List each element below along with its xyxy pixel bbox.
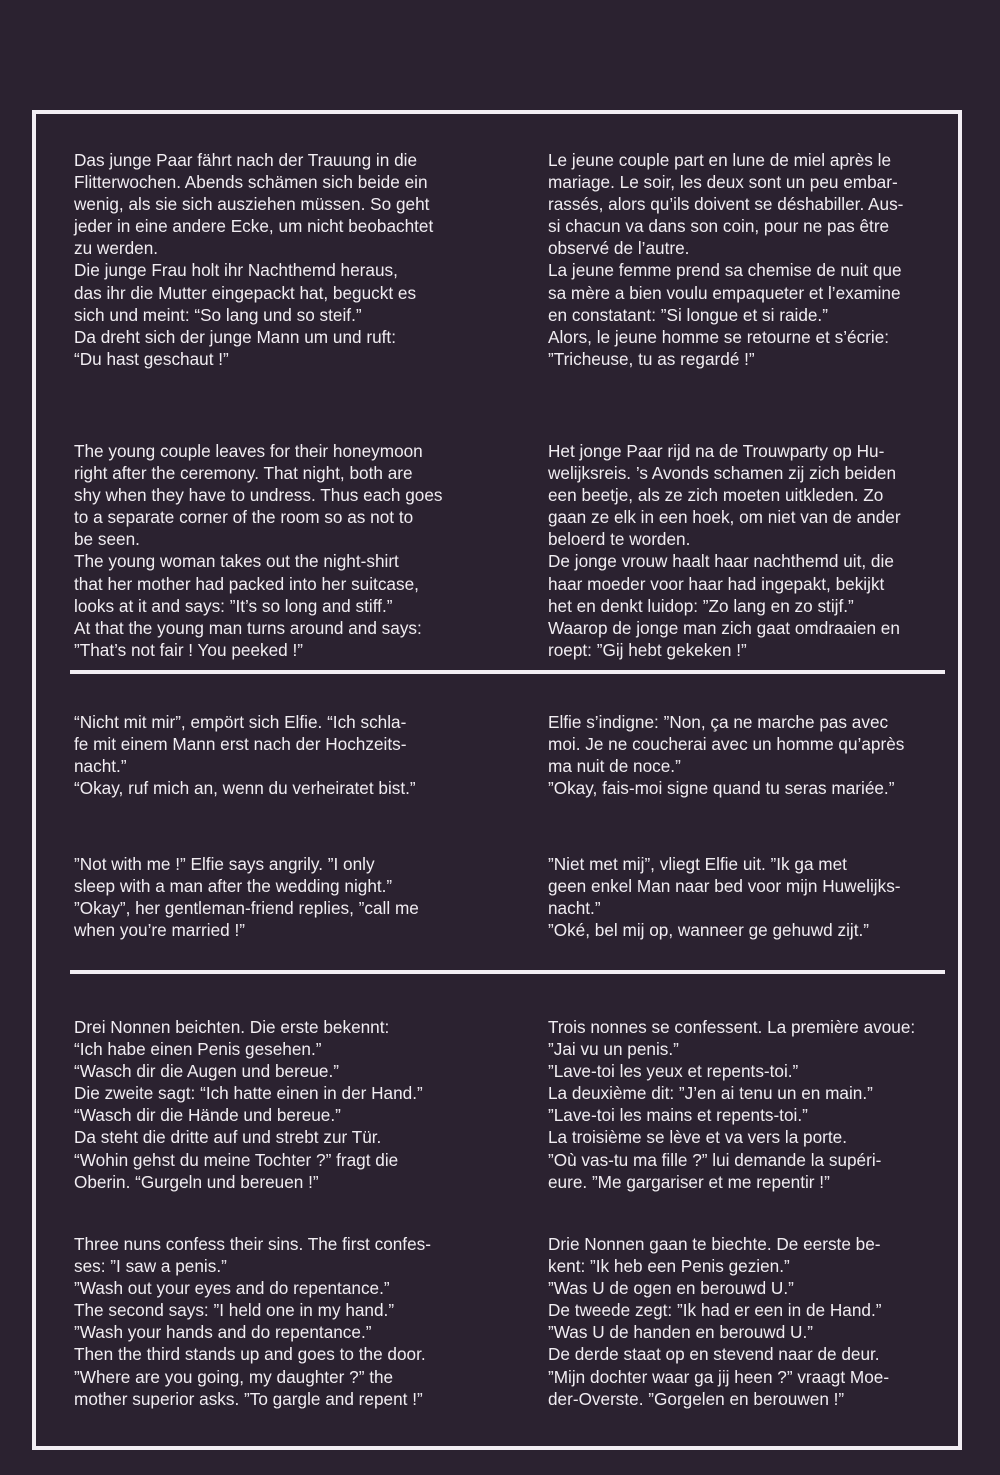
joke-3-french: Trois nonnes se confessent. La première avoue: ”Jai vu un penis.” ”Lave-toi les yeux et repents-toi.” La deuxième dit: ”J’en ai tenu un en main.” ”Lave-toi les mains et repents-toi.” La troisième se lève et va vers la porte. ”Où vas-tu ma fille ?” lui demande la supéri- eure. ”Me gargariser et me repentir !” <box>548 1017 916 1192</box>
joke-3-english: Three nuns confess their sins. The first confes- ses: ”I saw a penis.” ”Wash out your eyes and do repentance.” The second says: ”I held one in my hand.” ”Wash your hands and do repentance.” Then the third stands up and goes to the door. ”Where are you going, my daughter ?” the mother superior asks. ”To gargle and repent !” <box>74 1234 431 1409</box>
joke-3-german: Drei Nonnen beichten. Die erste bekennt: “Ich habe einen Penis gesehen.” “Wasch dir die Augen und bereue.” Die zweite sagt: “Ich hatte einen in der Hand.” “Wasch dir die Hände und bereue.” Da steht die dritte auf und strebt zur Tür. “Wohin gehst du meine Tochter ?” fragt die Oberin. “Gurgeln und bereuen !” <box>74 1017 423 1192</box>
joke-1-english: The young couple leaves for their honeymoon right after the ceremony. That night, both are shy when they have to undress. Thus each goes to a separate corner of the room so as not to be seen. The young woman takes out the night-shirt that her mother had packed into her suitcase, looks at it and says: ”It’s so long and stiff.” At that the young man turns around and says: ”That’s not fair ! You peeked !” <box>74 441 443 660</box>
section-divider <box>70 670 945 674</box>
joke-1-french: Le jeune couple part en lune de miel après le mariage. Le soir, les deux sont un peu embar- rassés, alors qu’ils doivent se déshabiller. Aus- si chacun va dans son coin, pour ne pas être observé de l’autre. La jeune femme prend sa chemise de nuit que sa mère a bien voulu empaqueter et l’examine en constatant: ”Si longue et si raide.” Alors, le jeune homme se retourne et s’écrie: ”Tricheuse, tu as regardé !” <box>548 150 904 369</box>
joke-2-english: ”Not with me !” Elfie says angrily. ”I only sleep with a man after the wedding night.” ”Okay”, her gentleman-friend replies, ”call me when you’re married !” <box>74 854 419 941</box>
joke-3-dutch: Drie Nonnen gaan te biechte. De eerste be- kent: ”Ik heb een Penis gezien.” ”Was U de ogen en berouwd U.” De tweede zegt: ”Ik had er een in de Hand.” ”Was U de handen en berouwd U.” De derde staat op en stevend naar de deur. ”Mijn dochter waar ga jij heen ?” vraagt Moe- der-Overste. ”Gorgelen en berouwen !” <box>548 1234 890 1409</box>
joke-1-dutch: Het jonge Paar rijd na de Trouwparty op Hu- welijksreis. ’s Avonds schamen zij zich beiden een beetje, als ze zich moeten uitkleden. Zo gaan ze elk in een hoek, om niet van de ander beloerd te worden. De jonge vrouw haalt haar nachthemd uit, die haar moeder voor haar had ingepakt, bekijkt het en denkt luidop: ”Zo lang en zo stijf.” Waarop de jonge man zich gaat omdraaien en roept: ”Gij hebt gekeken !” <box>548 441 901 660</box>
joke-1-german: Das junge Paar fährt nach der Trauung in die Flitterwochen. Abends schämen sich beide ein wenig, als sie sich ausziehen müssen. So geht jeder in eine andere Ecke, um nicht beobachtet zu werden. Die junge Frau holt ihr Nachthemd heraus, das ihr die Mutter eingepackt hat, beguckt es sich und meint: “So lang und so steif.” Da dreht sich der junge Mann um und ruft: “Du hast geschaut !” <box>74 150 434 369</box>
joke-2-french: Elfie s’indigne: ”Non, ça ne marche pas avec moi. Je ne coucherai avec un homme qu’après ma nuit de noce.” ”Okay, fais-moi signe quand tu seras mariée.” <box>548 712 905 799</box>
joke-2-dutch: ”Niet met mij”, vliegt Elfie uit. ”Ik ga met geen enkel Man naar bed voor mijn Huwelijks- nacht.” ”Oké, bel mij op, wanneer ge gehuwd zijt.” <box>548 854 901 941</box>
section-divider <box>70 970 945 974</box>
joke-2-german: “Nicht mit mir”, empört sich Elfie. “Ich schla- fe mit einem Mann erst nach der Hochzeits- nacht.” “Okay, ruf mich an, wenn du verheiratet bist.” <box>74 712 416 799</box>
